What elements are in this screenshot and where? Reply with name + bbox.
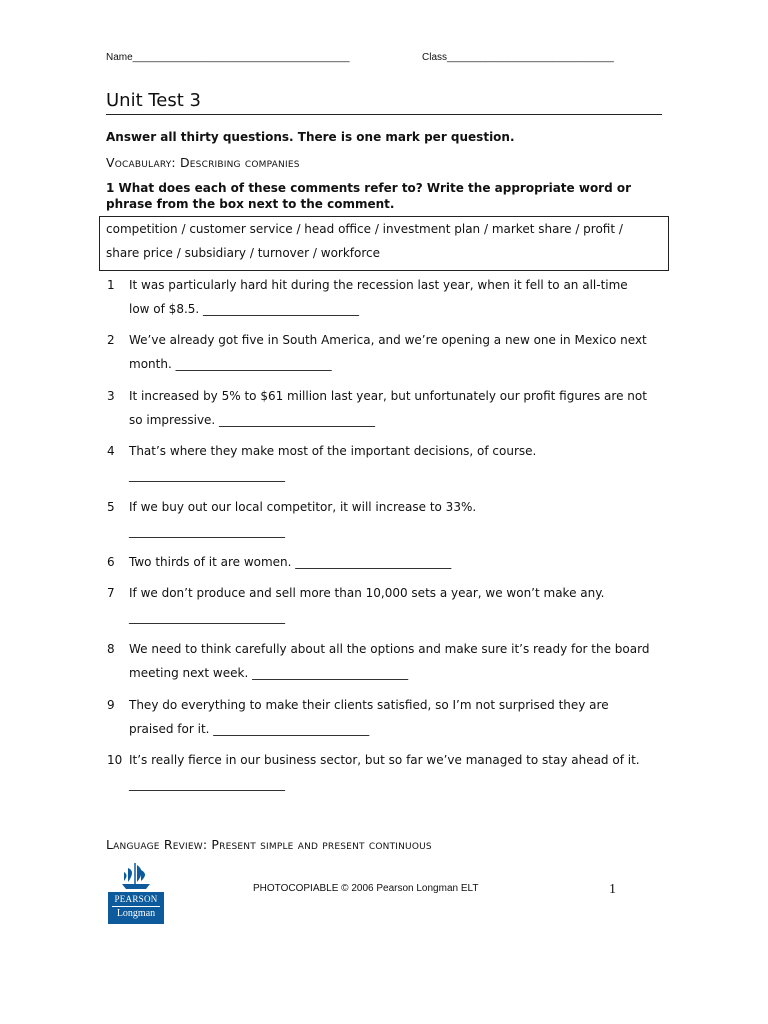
word-box	[99, 216, 669, 271]
question-text: It’s really fierce in our business sector, but so far we’ve managed to stay ahead of it.	[129, 753, 640, 767]
question-answer-line: so impressive. __________________________	[129, 413, 376, 427]
question-text: It was particularly hard hit during the recession last year, when it fell to an all-time	[129, 278, 628, 292]
ship-icon	[108, 860, 164, 890]
question-item	[107, 581, 669, 629]
question-text: We need to think carefully about all the options and make sure it’s ready for the board	[129, 642, 650, 656]
question-number: 8	[107, 642, 115, 656]
question-answer-line: __________________________	[129, 468, 285, 482]
question-text: That’s where they make most of the important decisions, of course.	[129, 444, 537, 458]
logo-text: Longman	[112, 906, 160, 921]
section-heading-language-review: Language Review: Present simple and present continuous	[106, 837, 432, 852]
logo-wordmark	[108, 892, 164, 924]
question-item	[107, 748, 669, 796]
question-item	[107, 550, 669, 574]
word-box-line: competition / customer service / head office / investment plan / market share / profit /	[106, 222, 623, 236]
question-number: 2	[107, 333, 115, 347]
question-number: 5	[107, 500, 115, 514]
question-number: 7	[107, 586, 115, 600]
question-number: 6	[107, 555, 115, 569]
question-text: Two thirds of it are women. __________________________	[129, 555, 452, 569]
word-box-line: share price / subsidiary / turnover / workforce	[106, 246, 381, 260]
page-title: Unit Test 3	[106, 90, 201, 111]
question-answer-line: praised for it. __________________________	[129, 722, 370, 736]
question-number: 4	[107, 444, 115, 458]
question-item	[107, 637, 669, 685]
question-answer-line: __________________________	[129, 777, 285, 791]
question-answer-line: low of $8.5. __________________________	[129, 302, 360, 316]
question-item	[107, 273, 669, 321]
logo-text: PEARSON	[114, 894, 158, 904]
name-field-label: Name_______________________________________	[106, 52, 350, 63]
pearson-longman-logo	[108, 860, 164, 924]
question-prompt: 1 What does each of these comments refer to? Write the appropriate word or phrase from the box next to the comment.	[106, 181, 632, 211]
question-text: If we don’t produce and sell more than 10,000 sets a year, we won’t make any.	[129, 586, 605, 600]
instructions: Answer all thirty questions. There is one mark per question.	[106, 130, 515, 144]
question-answer-line: meeting next week. __________________________	[129, 666, 409, 680]
question-number: 10	[107, 753, 123, 767]
title-underline	[106, 114, 662, 115]
page-number: 1	[609, 882, 616, 897]
question-text: They do everything to make their clients satisfied, so I’m not surprised they are	[129, 698, 609, 712]
copyright-notice: PHOTOCOPIABLE © 2006 Pearson Longman ELT	[253, 883, 479, 894]
question-number: 3	[107, 389, 115, 403]
question-item	[107, 495, 669, 543]
question-item	[107, 328, 669, 376]
question-text: We’ve already got five in South America, and we’re opening a new one in Mexico next	[129, 333, 647, 347]
question-number: 1	[107, 278, 115, 292]
question-item	[107, 693, 669, 741]
question-text: If we buy out our local competitor, it will increase to 33%.	[129, 500, 477, 514]
question-answer-line: __________________________	[129, 524, 285, 538]
question-text: It increased by 5% to $61 million last year, but unfortunately our profit figures are not	[129, 389, 647, 403]
question-item	[107, 439, 669, 487]
question-answer-line: month. __________________________	[129, 357, 332, 371]
class-field-label: Class______________________________	[422, 52, 614, 63]
question-answer-line: __________________________	[129, 610, 285, 624]
question-item	[107, 384, 669, 432]
section-heading-vocabulary: Vocabulary: Describing companies	[106, 155, 300, 170]
question-number: 9	[107, 698, 115, 712]
